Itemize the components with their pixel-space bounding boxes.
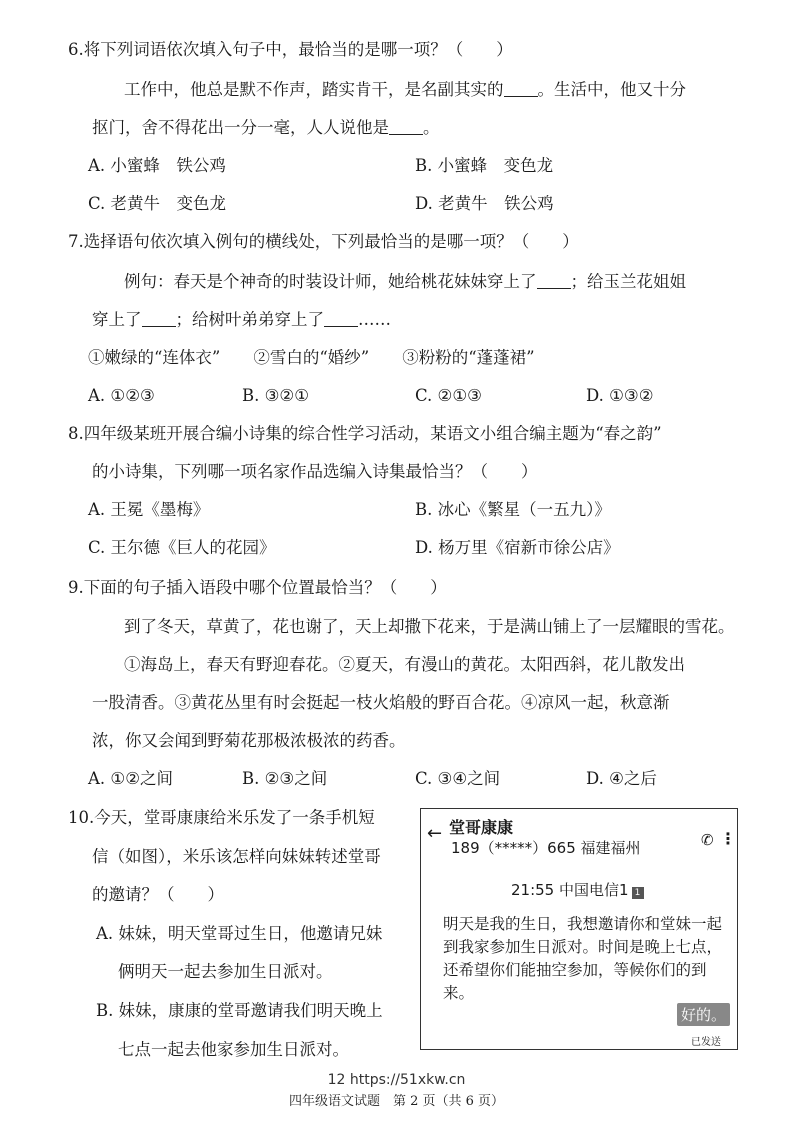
q6-option-b: B. 小蜜蜂 变色龙 — [415, 156, 554, 175]
q8-option-b: B. 冰心《繁星（一五九）》 — [415, 500, 611, 519]
answer-blank — [389, 118, 423, 135]
contact-number: 189（*****）665 福建福州 — [451, 839, 641, 857]
q9-paragraph-line3: 浓，你又会闻到野菊花那极浓极浓的药香。 — [92, 731, 406, 750]
q8-option-c: C. 王尔德《巨人的花园》 — [88, 538, 276, 557]
q7-option-b: B. ③②① — [242, 386, 309, 405]
q10-stem-line2: 信（如图），米乐该怎样向妹妹转述堂哥 — [92, 847, 381, 866]
q10-option-a-line2: 俩明天一起去参加生日派对。 — [118, 962, 333, 981]
q10-option-a-line1: A. 妹妹，明天堂哥过生日，他邀请兄妹 — [96, 924, 383, 943]
q6-text-part: 抠门，舍不得花出一分一毫，人人说他是 — [92, 118, 389, 137]
q7-items: ①嫩绿的“连体衣” ②雪白的“婚纱” ③粉粉的“蓬蓬裙” — [88, 348, 535, 367]
q9-option-a: A. ①②之间 — [88, 769, 173, 788]
q6-text-part: 。 — [423, 118, 440, 137]
time-text: 21:55 中国电信1 — [511, 881, 629, 899]
q9-option-b: B. ②③之间 — [242, 769, 328, 788]
q9-stem: 9.下面的句子插入语段中哪个位置最恰当？（ ） — [68, 578, 447, 597]
q8-stem-line2: 的小诗集，下列哪一项名家作品选编入诗集最恰当？（ ） — [92, 462, 538, 481]
sim-badge: 1 — [632, 887, 644, 899]
phone-icon: ✆ — [701, 831, 714, 849]
q7-option-a: A. ①②③ — [88, 386, 155, 405]
q7-text-part: 例句：春天是个神奇的时装设计师，她给桃花妹妹穿上了 — [124, 272, 537, 291]
q9-sentence: 到了冬天，草黄了，花也谢了，天上却撒下花来，于是满山铺上了一层耀眼的雪花。 — [124, 617, 735, 636]
q7-text-part: ；给树叶弟弟穿上了 — [175, 310, 324, 329]
answer-blank — [537, 272, 571, 289]
q7-text-part: …… — [358, 310, 391, 329]
sent-status: 已发送 — [691, 1037, 721, 1048]
q9-option-c: C. ③④之间 — [415, 769, 501, 788]
answer-blank — [142, 310, 176, 327]
q6-text-line1 — [124, 80, 686, 100]
q10-stem-line1: 10.今天，堂哥康康给米乐发了一条手机短 — [68, 808, 375, 827]
answer-blank — [324, 310, 358, 327]
q7-example-line2 — [92, 310, 391, 330]
q6-stem: 6.将下列词语依次填入句子中，最恰当的是哪一项？（ ） — [68, 40, 513, 59]
q9-option-d: D. ④之后 — [586, 769, 657, 788]
q8-stem-line1: 8.四年级某班开展合编小诗集的综合性学习活动，某语文小组合编主题为“春之韵” — [68, 424, 662, 443]
q10-stem-line3: 的邀请？（ ） — [92, 885, 224, 904]
q9-paragraph-line2: 一股清香。③黄花丛里有时会挺起一枝火焰般的野百合花。④凉风一起，秋意渐 — [92, 693, 670, 712]
reply-bubble: 好的。 — [677, 1003, 730, 1026]
q8-option-a: A. 王冕《墨梅》 — [88, 500, 210, 519]
q7-option-d: D. ①③② — [586, 386, 654, 405]
q7-option-c: C. ②①③ — [415, 386, 482, 405]
contact-name: 堂哥康康 — [449, 818, 514, 837]
q6-option-a: A. 小蜜蜂 铁公鸡 — [88, 156, 226, 175]
footer-url: 12 https://51xkw.cn — [327, 1072, 466, 1088]
q9-paragraph-line1: ①海岛上，春天有野迎春花。②夏天，有漫山的黄花。太阳西斜，花儿散发出 — [124, 655, 685, 674]
message-body: 明天是我的生日，我想邀请你和堂妹一起到我家参加生日派对。时间是晚上七点，还希望你们能抽空参加，等候你们的到来。 — [443, 915, 723, 1002]
q6-option-c: C. 老黄牛 变色龙 — [88, 194, 227, 213]
q7-example-line1 — [124, 272, 686, 292]
page-footer: 四年级语文试题 第 2 页（共 6 页） — [288, 1094, 505, 1109]
q6-option-d: D. 老黄牛 铁公鸡 — [415, 194, 554, 213]
answer-blank — [504, 80, 538, 97]
more-icon: ⋮ — [720, 829, 736, 848]
q10-option-b-line1: B. 妹妹，康康的堂哥邀请我们明天晚上 — [96, 1001, 383, 1020]
q10-option-b-line2: 七点一起去他家参加生日派对。 — [118, 1040, 349, 1059]
q7-stem: 7.选择语句依次填入例句的横线处，下列最恰当的是哪一项？（ ） — [68, 232, 579, 251]
back-arrow-icon: ← — [427, 823, 443, 844]
message-time — [511, 879, 644, 900]
q7-text-part: 穿上了 — [92, 310, 142, 329]
q6-text-part: 工作中，他总是默不作声，踏实肯干，是名副其实的 — [124, 80, 504, 99]
q6-text-part: 。生活中，他又十分 — [537, 80, 686, 99]
sms-screenshot — [420, 808, 738, 1050]
q6-text-line2 — [92, 118, 440, 138]
q7-text-part: ；给玉兰花姐姐 — [570, 272, 686, 291]
q8-option-d: D. 杨万里《宿新市徐公店》 — [415, 538, 620, 557]
